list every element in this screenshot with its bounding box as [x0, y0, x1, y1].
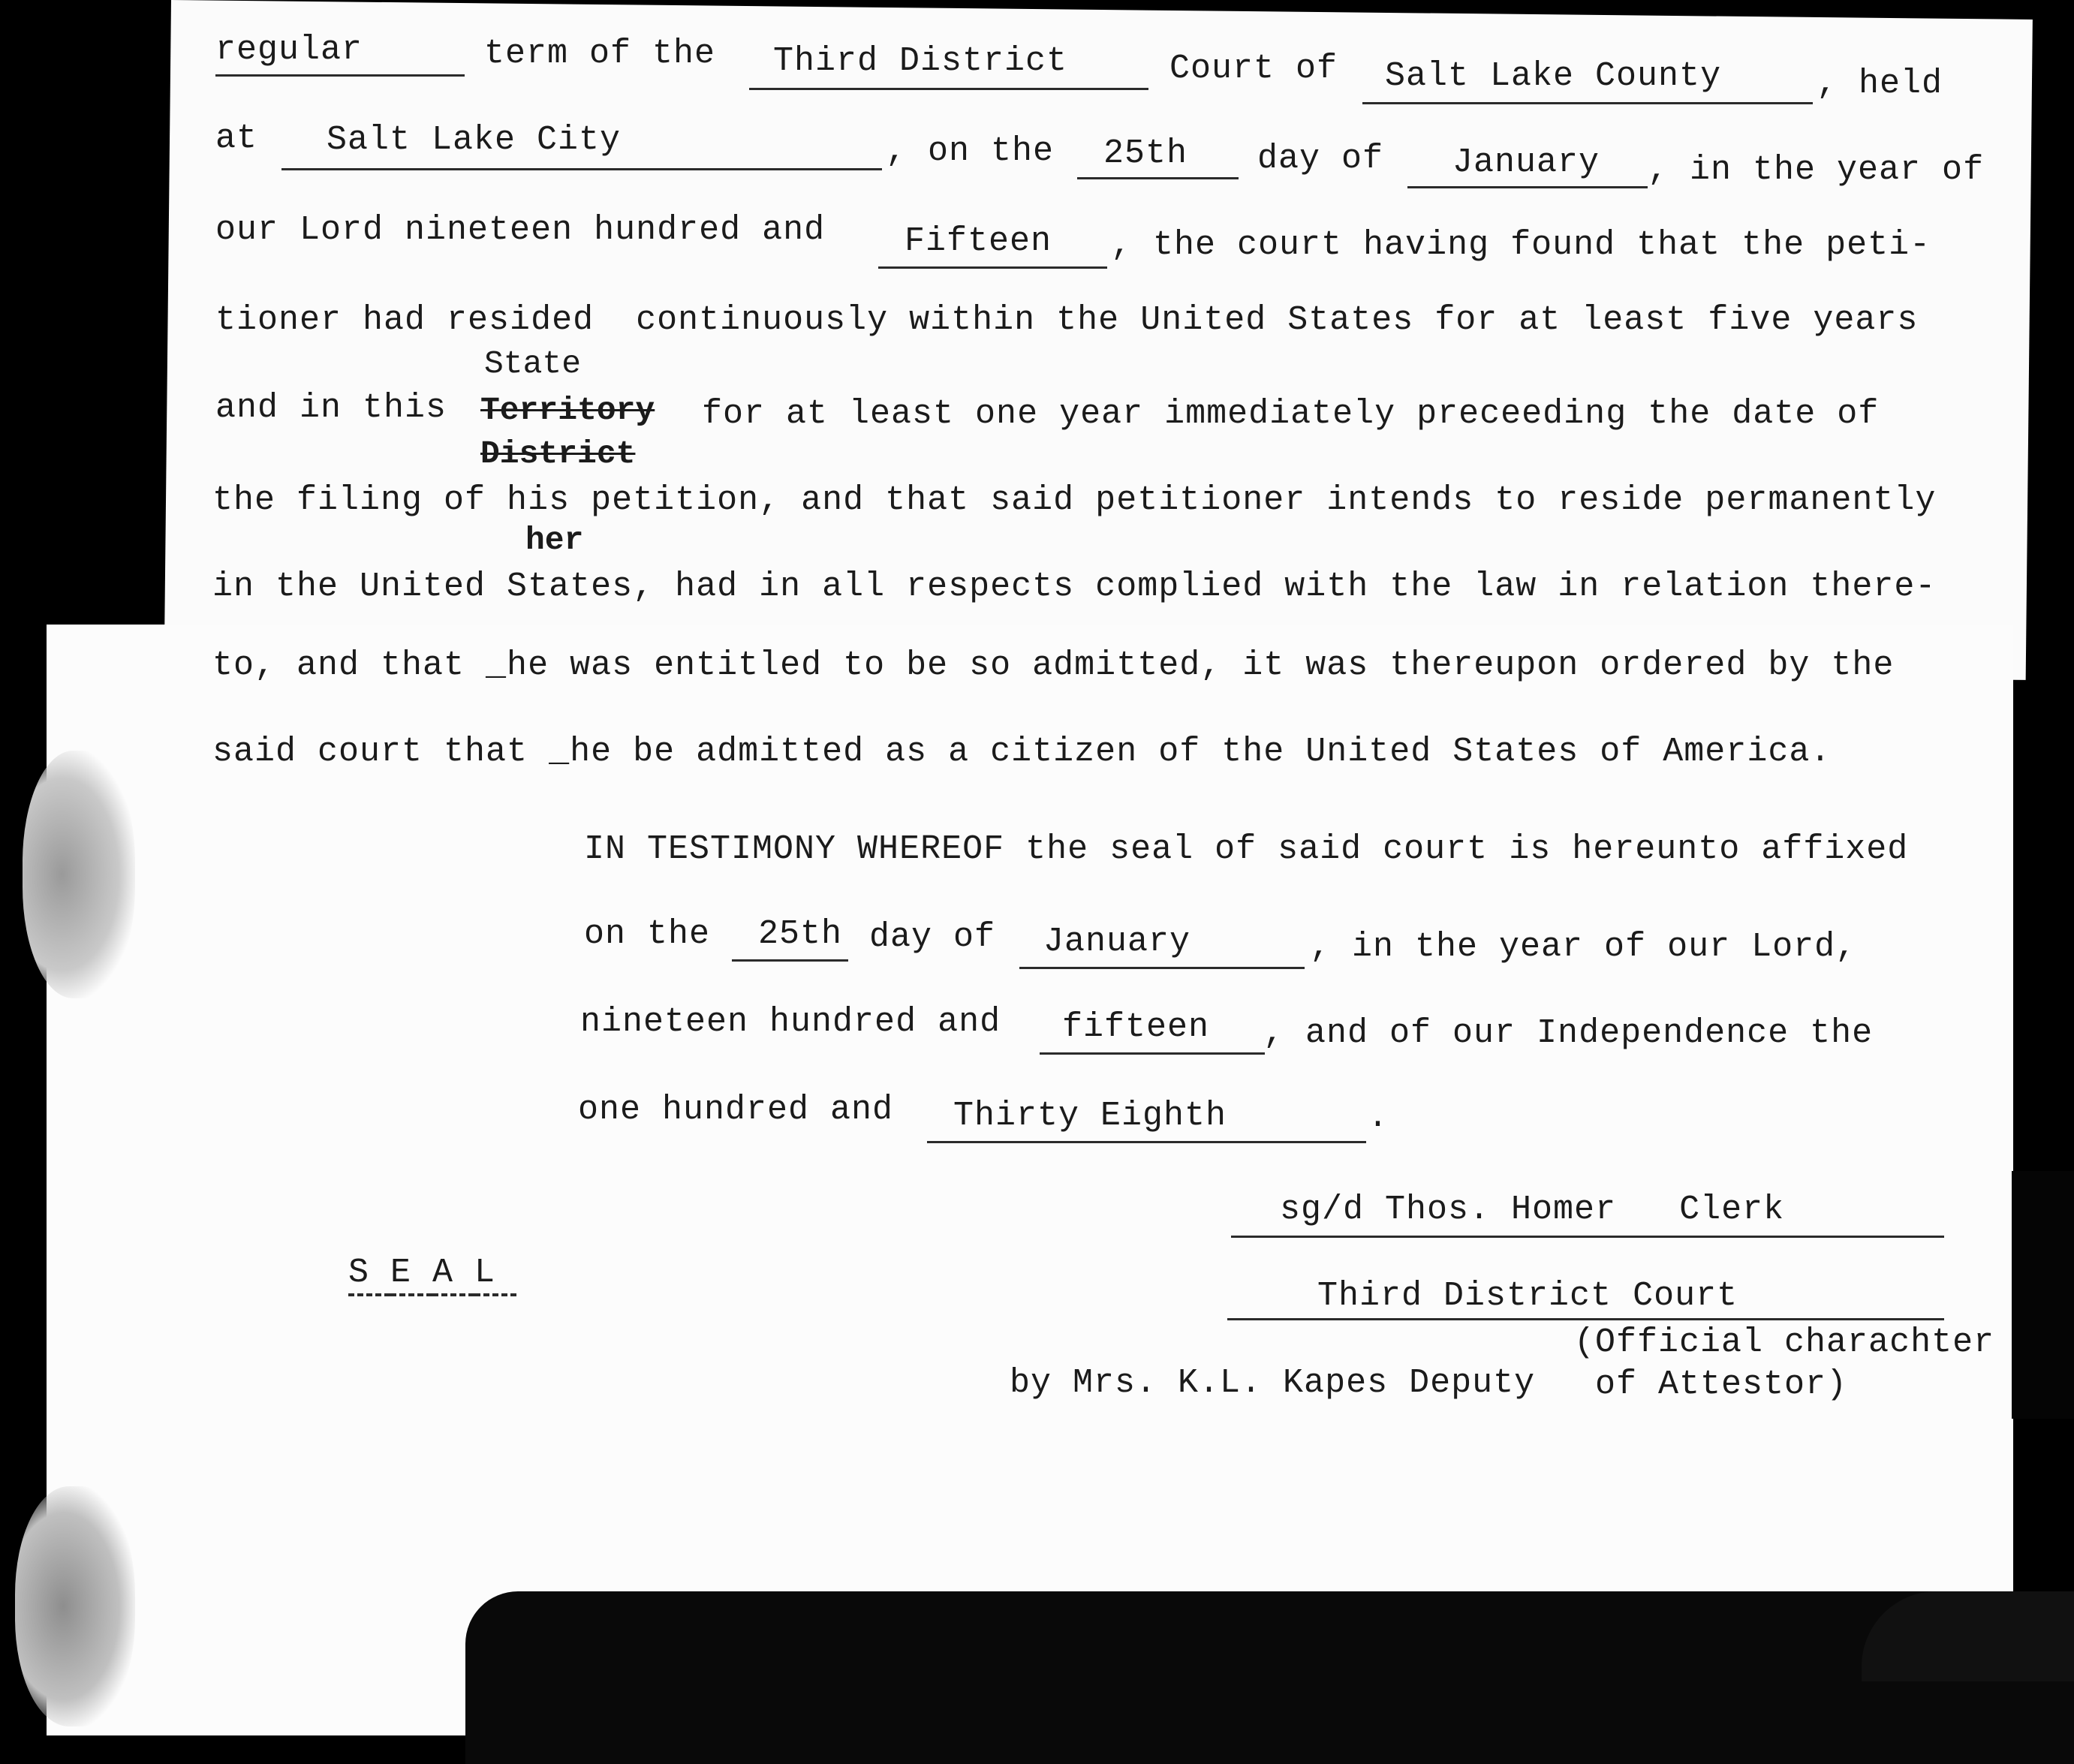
- day-value: 25th: [1103, 134, 1188, 173]
- text-fragment: .: [1368, 1098, 1389, 1136]
- court-name: Third District Court: [1317, 1277, 1738, 1315]
- official-character-label: (Official charachter: [1574, 1323, 1995, 1362]
- testimony-line: IN TESTIMONY WHEREOF the seal of said court is hereunto affixed: [584, 830, 1909, 868]
- blank-underline: [878, 266, 1107, 269]
- text-fragment: , in the year of: [1648, 151, 1985, 189]
- attestor-label: of Attestor): [1595, 1365, 1848, 1404]
- struck-word: Territory: [480, 392, 655, 429]
- text-fragment: , in the year of our Lord,: [1310, 928, 1857, 966]
- text-fragment: term of the: [484, 35, 716, 73]
- text-fragment: for at least one year immediately preceeding the date of: [702, 395, 1880, 433]
- independence-year: Thirty Eighth: [953, 1097, 1227, 1135]
- typed-insertion: her: [525, 522, 584, 558]
- text-fragment: , on the: [886, 132, 1055, 170]
- blank-underline: [1019, 967, 1305, 969]
- term-type: regular: [215, 31, 363, 69]
- text-fragment: one hundred and: [578, 1091, 894, 1129]
- text-fragment: , held: [1817, 65, 1943, 103]
- blank-underline: [732, 959, 848, 962]
- blank-underline: [281, 168, 882, 170]
- text-fragment: at: [215, 119, 258, 158]
- blank-underline: [749, 88, 1148, 90]
- text-fragment: our Lord nineteen hundred and: [215, 211, 826, 249]
- year-value: fifteen: [1062, 1008, 1210, 1046]
- text-fragment: , the court having found that the peti-: [1111, 226, 1931, 264]
- county-name: Salt Lake County: [1385, 57, 1722, 95]
- text-fragment: , and of our Independence the: [1263, 1014, 1874, 1052]
- blank-underline: [1362, 102, 1813, 104]
- text-fragment: Court of: [1169, 50, 1338, 88]
- blank-underline: [215, 74, 465, 77]
- seal-letter: S: [348, 1253, 390, 1296]
- text-fragment: nineteen hundred and: [580, 1003, 1001, 1041]
- typed-insertion: State: [484, 345, 582, 382]
- text-line: said court that _he be admitted as a citizen of the United States of America.: [212, 733, 1832, 771]
- month-value: January: [1043, 923, 1191, 961]
- blank-underline: [1407, 186, 1648, 188]
- blank-underline: [1040, 1052, 1265, 1055]
- blank-underline: [1077, 177, 1239, 179]
- city-name: Salt Lake City: [327, 121, 622, 159]
- year-value: Fifteen: [905, 222, 1052, 260]
- text-fragment: day of: [869, 918, 996, 956]
- blank-underline: [927, 1141, 1366, 1143]
- struck-word: District: [480, 435, 636, 472]
- text-fragment: on the: [584, 915, 711, 953]
- seal-letter: E: [390, 1253, 432, 1296]
- seal-letter: A: [432, 1253, 474, 1296]
- month-value: January: [1452, 143, 1600, 182]
- clerk-signature: sg/d Thos. Homer Clerk: [1280, 1191, 1785, 1229]
- seal-mark: [264, 1212, 516, 1337]
- text-line: tioner had resided continuously within the United States for at least five years: [215, 301, 1919, 339]
- signature-line: [1227, 1318, 1944, 1320]
- day-value: 25th: [758, 915, 843, 953]
- signature-line: [1231, 1236, 1944, 1238]
- seal-letter: L: [474, 1253, 516, 1296]
- text-line: the filing of his petition, and that said petitioner intends to reside permanently: [212, 481, 1937, 519]
- text-fragment: and in this: [215, 389, 447, 427]
- text-line: to, and that _he was entitled to be so admitted, it was thereupon ordered by the: [212, 646, 1895, 685]
- deputy-signature: by Mrs. K.L. Kapes Deputy: [1010, 1364, 1536, 1402]
- text-line: in the United States, had in all respects complied with the law in relation there-: [212, 567, 1937, 606]
- court-district: Third District: [773, 42, 1068, 80]
- text-fragment: day of: [1257, 140, 1384, 178]
